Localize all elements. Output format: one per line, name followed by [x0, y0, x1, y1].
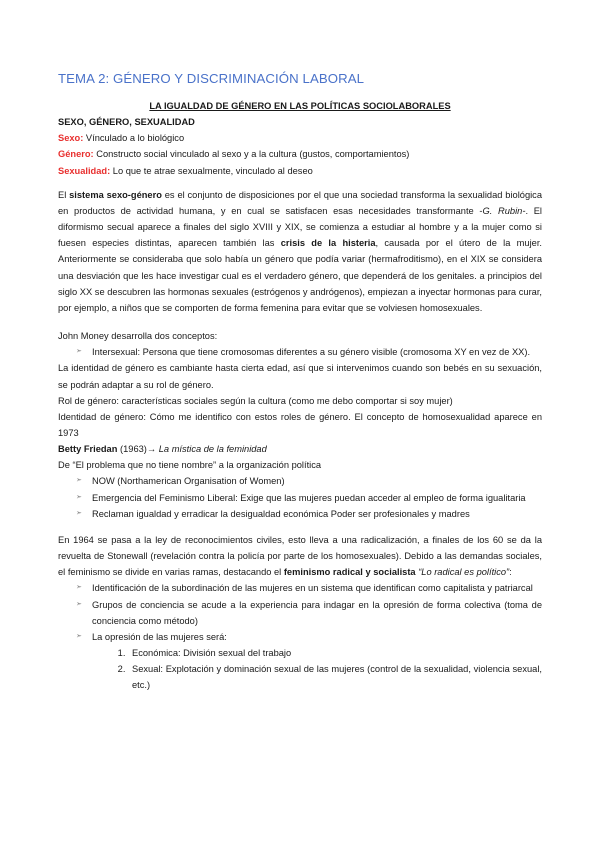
- definition-genero: [58, 146, 542, 162]
- definition-sexo: [58, 130, 542, 146]
- list-item: [76, 506, 542, 522]
- bullet-list: [58, 344, 542, 360]
- section-heading: LA IGUALDAD DE GÉNERO EN LAS POLÍTICAS SOCIOLABORALES: [149, 101, 451, 111]
- list-item: [76, 597, 542, 629]
- list-item: 1. Económica: División sexual del trabajo: [128, 645, 542, 661]
- document-content: [58, 70, 542, 693]
- arrow-bullet-icon: ➣: [76, 348, 82, 356]
- definition-text: Lo que te atrae sexualmente, vinculado al deseo: [110, 165, 313, 176]
- bullet-list: [58, 580, 542, 645]
- paragraph-john-money: John Money desarrolla dos conceptos:: [58, 331, 218, 342]
- bold-text: Betty Friedan: [58, 444, 118, 455]
- definition-text: Constructo social vinculado al sexo y a la cultura (gustos, comportamientos): [93, 149, 410, 160]
- paragraph-identidad: La identidad de género es cambiante hasta cierta edad, así que si intervenimos cuando son bebés en su sexuación, se podrán adaptar a su rol de género.: [58, 363, 542, 390]
- term: Sexualidad:: [58, 165, 111, 176]
- arrow-bullet-icon: ➣: [76, 493, 82, 501]
- arrow-bullet-icon: ➣: [76, 584, 82, 592]
- paragraph-sistema-sexo-genero: [58, 187, 542, 316]
- term: Sexo:: [58, 133, 84, 144]
- bold-text: feminismo radical y socialista: [283, 567, 416, 578]
- page-title: TEMA 2: GÉNERO Y DISCRIMINACIÓN LABORAL: [58, 71, 365, 86]
- list-text: Identificación de la subordinación de las mujeres en un sistema que identifican como capitalista y patriarcal: [92, 583, 533, 594]
- bold-text: crisis de la histeria: [280, 238, 376, 249]
- paragraph-friedan: [58, 441, 542, 457]
- paragraph-identidad-genero: Identidad de género: Cómo me identifico con estos roles de género. El concepto de homosexualidad aparece en 1973: [58, 411, 542, 438]
- subsection-heading: SEXO, GÉNERO, SEXUALIDAD: [58, 117, 195, 128]
- italic-text: “Lo radical es político”: [418, 567, 510, 578]
- bullet-list: [58, 473, 542, 521]
- definition-text: Vínculado a lo biológico: [83, 133, 185, 144]
- paragraph-1964: [58, 532, 542, 580]
- numbered-list: [58, 645, 542, 693]
- spacer: [58, 522, 542, 532]
- definition-sexualidad: [58, 163, 542, 179]
- list-text: Emergencia del Feminismo Liberal: Exige que las mujeres puedan acceder al empleo de forma igualitaria: [92, 492, 526, 503]
- list-item: [76, 629, 542, 645]
- text: (1963)→: [117, 444, 159, 455]
- text: El: [58, 189, 70, 200]
- list-item: 2. Sexual: Explotación y dominación sexual de las mujeres (control de la sexualidad, violencia sexual, etc.): [128, 661, 542, 693]
- spacer: [58, 179, 542, 187]
- spacer: [58, 316, 542, 328]
- text: es el conjunto de disposiciones por el que una sociedad transforma la sexualidad biológica en productos de actividad humana, y en cual se satisfacen esas necesidades transformante -: [58, 189, 542, 216]
- arrow-bullet-icon: ➣: [76, 632, 82, 640]
- list-text: NOW (Northamerican Organisation of Women): [92, 476, 285, 487]
- arrow-bullet-icon: ➣: [76, 600, 82, 608]
- arrow-bullet-icon: ➣: [76, 477, 82, 485]
- italic-text: G. Rubin-: [482, 205, 526, 216]
- text: En 1964 se pasa a la ley de reconocimientos civiles, esto lleva a una radicalización, a finales de los 60 se da la revuelta de Stonewall (revelación contra la policía por parte de los homosexuales). Debido a las demandas sociales, el feminismo se divide en varias ramas, destacando el: [58, 534, 542, 578]
- text: , causada por el útero de la mujer. Anteriormente se consideraba que solo había un género que podía variar (hermafroditismo), en el XIX se considera una desviación que les hace investigar cual es el verdadero género, que dependerá de los genitales. a principios del siglo XX se descubren las hormonas sexuales (estrógenos y andrógenos), empiezan a inyectar hormonas para curar, por ejemplo, a niños que se comporten de forma femenina para evitar que se volviesen homosexuales.: [58, 238, 542, 313]
- list-text: Reclaman igualdad y erradicar la desigualdad económica Poder ser profesionales y madres: [92, 508, 470, 519]
- paragraph-rol: Rol de género: características sociales según la cultura (como me debo comportar si soy mujer): [58, 395, 453, 406]
- text: :: [509, 567, 512, 578]
- paragraph-problema: De “El problema que no tiene nombre” a la organización política: [58, 460, 322, 471]
- list-text: Intersexual: Persona que tiene cromosomas diferentes a su género visible (cromosoma XY en vez de XX).: [92, 347, 531, 358]
- bold-text: sistema sexo-género: [69, 189, 162, 200]
- list-item: [76, 490, 542, 506]
- list-item: [76, 473, 542, 489]
- term: Género:: [58, 149, 94, 160]
- italic-text: La mística de la feminidad: [158, 444, 267, 455]
- list-item: [76, 580, 542, 596]
- list-text: Grupos de conciencia se acude a la experiencia para indagar en la opresión de forma colectiva (toma de conciencia como método): [92, 599, 542, 626]
- arrow-bullet-icon: ➣: [76, 509, 82, 517]
- list-text: La opresión de las mujeres será:: [92, 631, 227, 642]
- text: . El diformismo secual aparece a finales del siglo XVIII y XIX, se comienza a estudiar al hombre y a la mujer como si fuesen especies distintas, aparecen también las: [58, 205, 542, 249]
- list-item: [76, 344, 542, 360]
